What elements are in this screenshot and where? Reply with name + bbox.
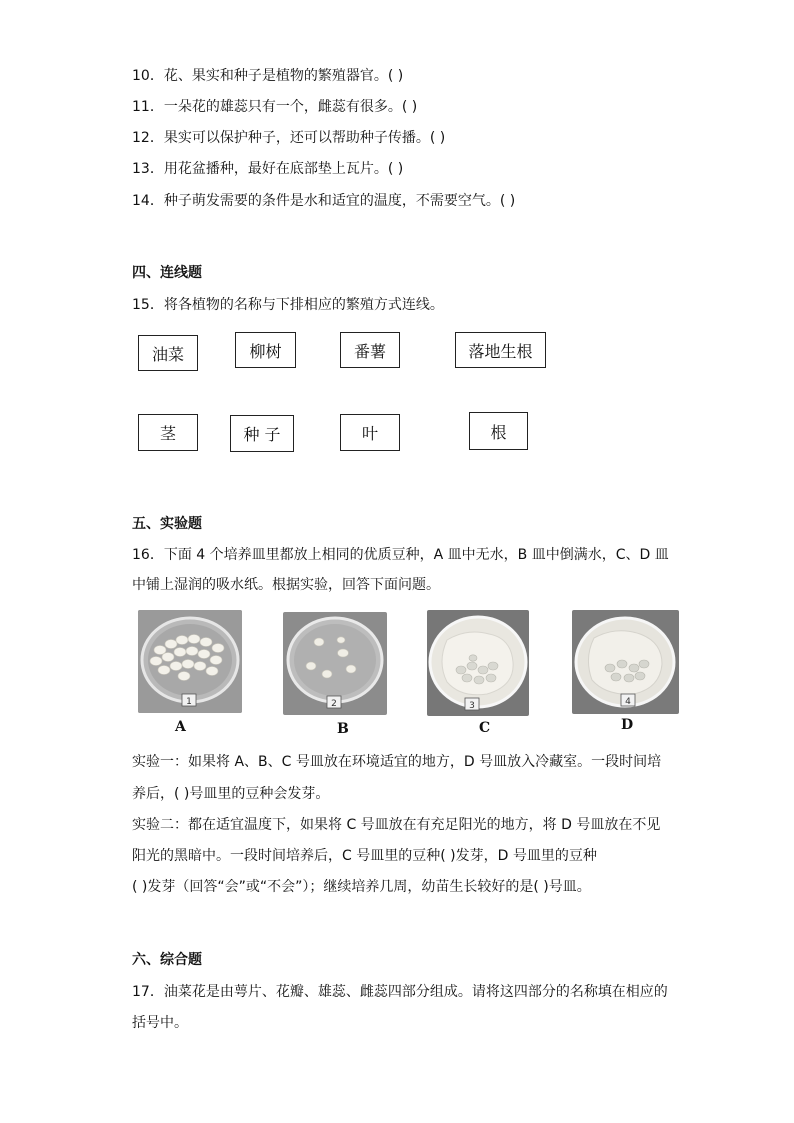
petri-dish-c-image bbox=[427, 610, 529, 716]
section-heading-matching: 四、连线题 bbox=[132, 265, 202, 281]
experiment-1-line2: 养后，( )号皿里的豆种会发芽。 bbox=[132, 786, 330, 802]
section-heading-comprehensive: 六、综合题 bbox=[132, 952, 202, 968]
petri-dish-d-image bbox=[572, 610, 679, 714]
section-heading-experiment: 五、实验题 bbox=[132, 516, 202, 532]
dish-label-d: D bbox=[621, 717, 634, 733]
question-17-line1: 17．油菜花是由萼片、花瓣、雄蕊、雌蕊四部分组成。请将这四部分的名称填在相应的 bbox=[132, 984, 668, 1000]
petri-dish-a-image bbox=[138, 610, 242, 713]
question-12: 12．果实可以保护种子，还可以帮助种子传播。( ) bbox=[132, 130, 446, 146]
match-box-willow[interactable]: 柳树 bbox=[235, 332, 296, 368]
dish-label-c: C bbox=[479, 720, 491, 736]
match-box-stem[interactable]: 茎 bbox=[138, 414, 198, 451]
question-13: 13．用花盆播种，最好在底部垫上瓦片。( ) bbox=[132, 161, 404, 177]
dish-label-a: A bbox=[175, 719, 186, 735]
dish-d-number: 4 bbox=[625, 697, 631, 707]
experiment-2-line3: ( )发芽（回答“会”或“不会”）；继续培养几周，幼苗生长较好的是( )号皿。 bbox=[132, 879, 591, 895]
question-10: 10．花、果实和种子是植物的繁殖器官。( ) bbox=[132, 68, 404, 84]
dish-b-number: 2 bbox=[331, 699, 337, 709]
match-box-seed[interactable]: 种 子 bbox=[230, 415, 294, 452]
question-16-line2: 中铺上湿润的吸水纸。根据实验，回答下面问题。 bbox=[132, 577, 440, 593]
match-box-leaf[interactable]: 叶 bbox=[340, 414, 400, 451]
experiment-2-line1: 实验二：都在适宜温度下，如果将 C 号皿放在有充足阳光的地方，将 D 号皿放在不见 bbox=[132, 817, 661, 833]
match-box-root[interactable]: 根 bbox=[469, 412, 528, 450]
experiment-1-line1: 实验一：如果将 A、B、C 号皿放在环境适宜的地方，D 号皿放入冷藏室。一段时间培 bbox=[132, 754, 662, 770]
dish-c-number: 3 bbox=[469, 701, 475, 711]
match-box-rape[interactable]: 油菜 bbox=[138, 335, 198, 371]
dish-a-number: 1 bbox=[186, 697, 192, 707]
question-15: 15．将各植物的名称与下排相应的繁殖方式连线。 bbox=[132, 297, 444, 313]
petri-dish-b-image bbox=[283, 612, 387, 715]
question-11: 11．一朵花的雄蕊只有一个，雌蕊有很多。( ) bbox=[132, 99, 418, 115]
match-box-sweet-potato[interactable]: 番薯 bbox=[340, 332, 400, 368]
match-box-kalanchoe[interactable]: 落地生根 bbox=[455, 332, 546, 368]
question-16-line1: 16．下面 4 个培养皿里都放上相同的优质豆种，A 皿中无水，B 皿中倒满水，C、D 皿 bbox=[132, 547, 669, 563]
experiment-2-line2: 阳光的黑暗中。一段时间培养后，C 号皿里的豆种( )发芽，D 号皿里的豆种 bbox=[132, 848, 597, 864]
question-14: 14．种子萌发需要的条件是水和适宜的温度，不需要空气。( ) bbox=[132, 193, 516, 209]
dish-label-b: B bbox=[337, 721, 349, 737]
question-17-line2: 括号中。 bbox=[132, 1015, 188, 1031]
